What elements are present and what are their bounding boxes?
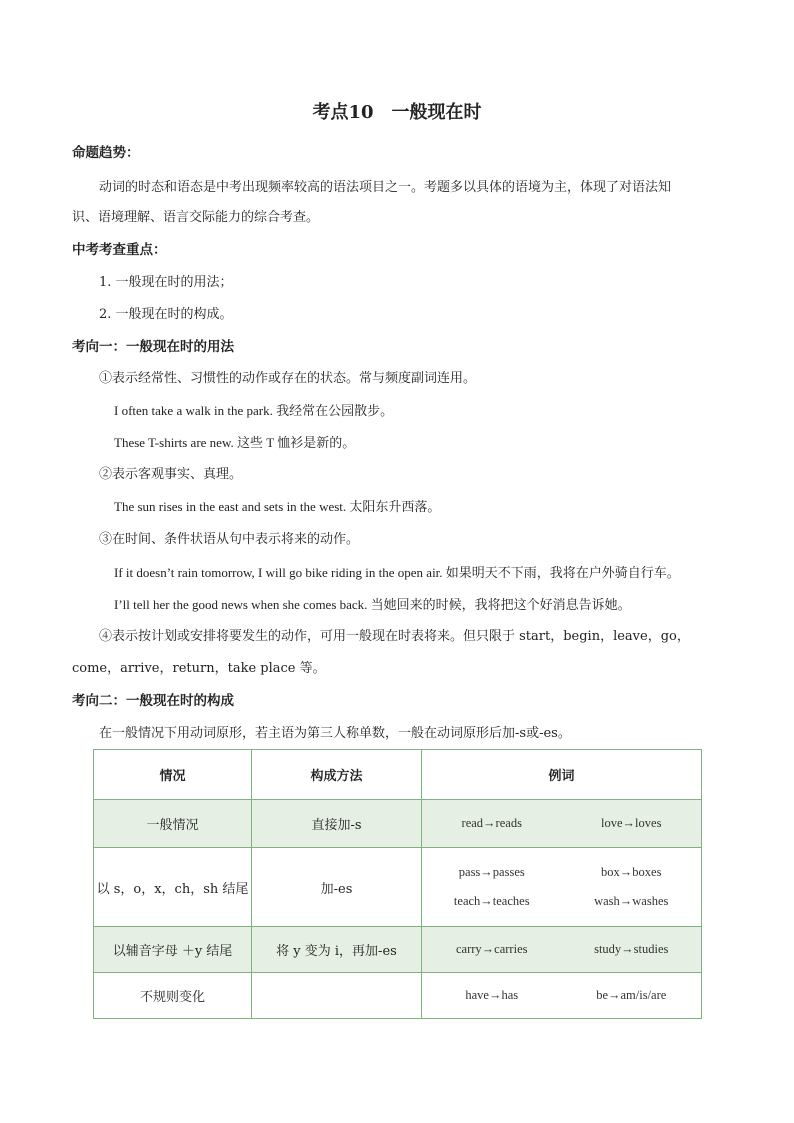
construction-intro: 在一般情况下用动词原形，若主语为第三人称单数，一般在动词原形后加-s或-es。 bbox=[99, 726, 571, 741]
example-word: teach→teaches bbox=[453, 894, 530, 908]
case-cell: 以辅音字母 ＋y 结尾 bbox=[94, 927, 252, 973]
usage-1-example-2: These T-shirts are new. 这些 T 恤衫是新的。 bbox=[114, 435, 356, 450]
table-row bbox=[94, 927, 702, 973]
example-word: read→reads bbox=[461, 816, 522, 830]
example-word: study→studies bbox=[594, 942, 669, 956]
direction-1-heading: 考向一：一般现在时的用法 bbox=[72, 339, 234, 355]
examples-cell bbox=[422, 800, 702, 848]
table-row bbox=[94, 973, 702, 1019]
example-word: carry→carries bbox=[456, 942, 528, 956]
case-cell: 不规则变化 bbox=[94, 973, 252, 1019]
direction-2-heading: 考向二：一般现在时的构成 bbox=[72, 693, 234, 709]
example-word: have→has bbox=[465, 988, 519, 1002]
examples-cell bbox=[422, 973, 702, 1019]
header-case: 情况 bbox=[94, 750, 252, 800]
example-word: wash→washes bbox=[594, 894, 669, 908]
usage-3-example-1: If it doesn’t rain tomorrow, I will go bike riding in the open air. 如果明天不下雨，我将在户外骑自行车。 bbox=[114, 565, 680, 580]
examples-cell bbox=[422, 927, 702, 973]
usage-2-example-1: The sun rises in the east and sets in the west. 太阳东升西落。 bbox=[114, 499, 441, 514]
example-word: box→boxes bbox=[601, 865, 662, 879]
trend-text-line-2: 识、语境理解、语言交际能力的综合考查。 bbox=[72, 210, 320, 225]
trend-heading: 命题趋势： bbox=[72, 145, 140, 161]
focus-item-2: 2. 一般现在时的构成。 bbox=[99, 307, 233, 322]
table-row bbox=[94, 848, 702, 927]
table-row bbox=[94, 800, 702, 848]
example-word: pass→passes bbox=[458, 865, 525, 879]
usage-1-example-1: I often take a walk in the park. 我经常在公园散步。 bbox=[114, 403, 394, 418]
focus-heading: 中考考查重点： bbox=[72, 242, 167, 258]
page-title: 考点10 一般现在时 bbox=[312, 102, 482, 123]
usage-2: ②表示客观事实、真理。 bbox=[99, 467, 243, 482]
usage-4-line-1: ④表示按计划或安排将要发生的动作，可用一般现在时表将来。但只限于 start，begin，leave，go， bbox=[99, 629, 690, 644]
usage-1: ①表示经常性、习惯性的动作或存在的状态。常与频度副词连用。 bbox=[99, 371, 477, 386]
case-cell: 以 s，o，x，ch，sh 结尾 bbox=[94, 848, 252, 927]
usage-3: ③在时间、条件状语从句中表示将来的动作。 bbox=[99, 532, 360, 547]
method-cell bbox=[252, 973, 422, 1019]
table-header-row bbox=[94, 750, 702, 800]
usage-3-example-2: I’ll tell her the good news when she comes back. 当她回来的时候，我将把这个好消息告诉她。 bbox=[114, 597, 631, 612]
method-cell: 将 y 变为 i，再加-es bbox=[252, 927, 422, 973]
case-cell: 一般情况 bbox=[94, 800, 252, 848]
focus-item-1: 1. 一般现在时的用法； bbox=[99, 275, 233, 290]
usage-4-line-2: come，arrive，return，take place 等。 bbox=[72, 661, 326, 676]
trend-text-line-1: 动词的时态和语态是中考出现频率较高的语法项目之一。考题多以具体的语境为主，体现了对语法知 bbox=[99, 180, 672, 195]
method-cell: 加-es bbox=[252, 848, 422, 927]
example-word: be→am/is/are bbox=[596, 988, 667, 1002]
method-cell: 直接加-s bbox=[252, 800, 422, 848]
example-word: love→loves bbox=[601, 816, 662, 830]
header-examples: 例词 bbox=[422, 750, 702, 800]
header-method: 构成方法 bbox=[252, 750, 422, 800]
construction-table bbox=[93, 749, 702, 1019]
examples-cell bbox=[422, 848, 702, 927]
